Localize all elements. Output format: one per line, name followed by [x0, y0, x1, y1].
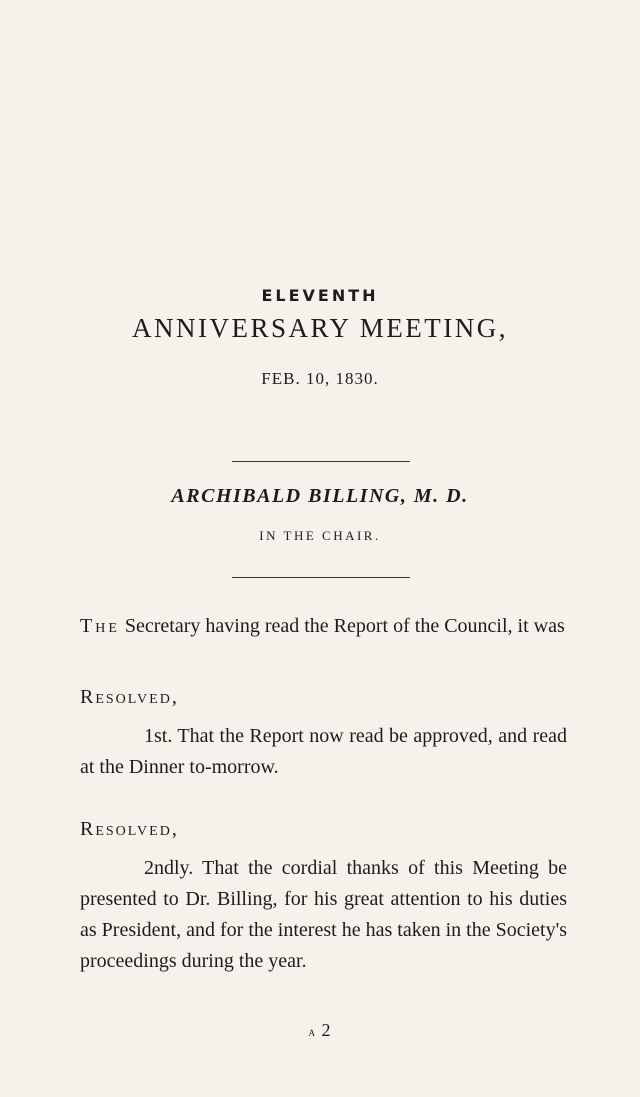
intro-text: Secretary having read the Report of the Council, it was — [119, 615, 565, 637]
resolved-label: Resolved, — [80, 818, 179, 840]
chair-name: ARCHIBALD BILLING, M. D. — [171, 485, 469, 507]
resolution-paragraph: 1st. That the Report now read be approved, and read at the Dinner to-morrow. — [80, 725, 567, 778]
intro-lead: The — [80, 615, 120, 637]
divider-rule — [232, 461, 410, 462]
intro-paragraph — [80, 611, 567, 642]
resolved-label: Resolved, — [80, 686, 179, 708]
meeting-date: FEB. 10, 1830. — [261, 369, 379, 388]
resolution-paragraph: 2ndly. That the cordial thanks of this Meeting be presented to Dr. Billing, for his great attention to his duties as President, and for the interest he has taken in the Society's proceedings during the year. — [80, 857, 567, 972]
divider-rule — [232, 577, 410, 578]
meeting-ordinal: ELEVENTH — [261, 286, 379, 305]
meeting-title: ANNIVERSARY MEETING, — [132, 313, 508, 343]
page-number-value: 2 — [316, 1020, 332, 1040]
page-number — [0, 1020, 640, 1041]
chair-role: IN THE CHAIR. — [259, 528, 381, 543]
signature-mark: a — [308, 1024, 316, 1039]
